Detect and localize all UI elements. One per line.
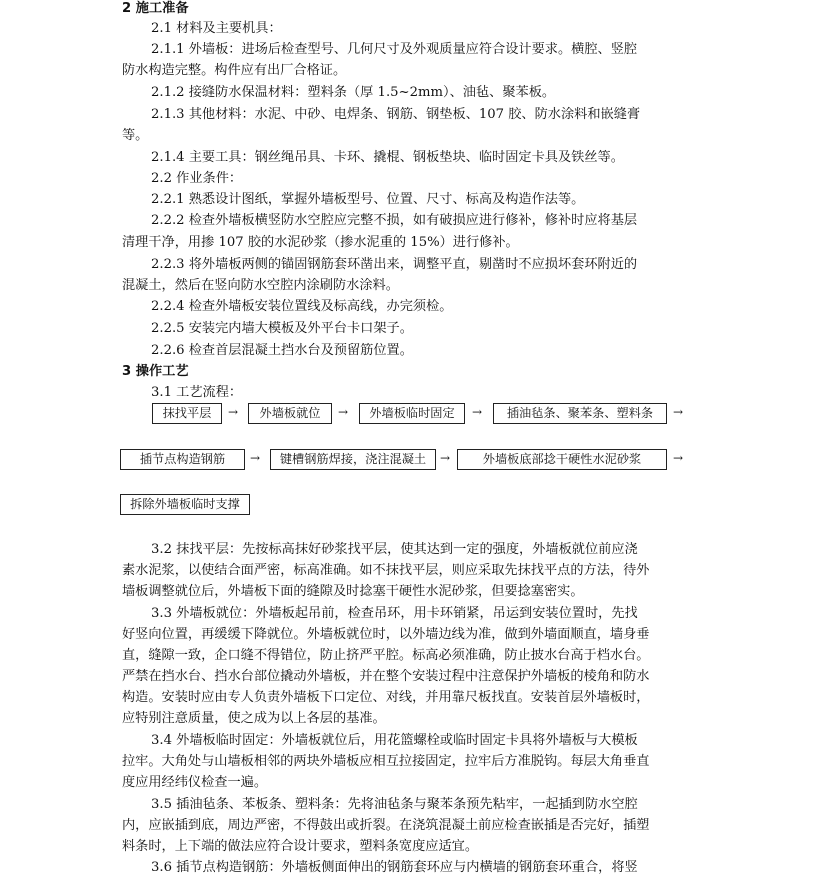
- text-line: 2.2.6 检查首层混凝土挡水台及预留筋位置。: [151, 343, 413, 358]
- text-line: 素水泥浆，以使结合面严密，标高准确。如不抹找平层，则应采取先抹找平点的方法，待外: [122, 563, 650, 578]
- text-line: 3.5 插油毡条、苯板条、塑料条：先将油毡条与聚苯条预先粘牢，一起插到防水空腔: [151, 797, 638, 812]
- text-line: 混凝土，然后在竖向防水空腔内涂刷防水涂料。: [122, 278, 399, 293]
- text-line: 2.2.1 熟悉设计图纸，掌握外墙板型号、位置、尺寸、标高及构造作法等。: [151, 192, 585, 207]
- text-line: 2.2.2 检查外墙板横竖防水空腔应完整不损，如有破损应进行修补，修补时应将基层: [151, 213, 638, 228]
- flow-arrow-icon: →: [673, 405, 684, 419]
- section-heading-3: 3 操作工艺: [122, 364, 189, 379]
- text-line: 2.2.5 安装完内墙大模板及外平台卡口架子。: [151, 321, 413, 336]
- flow-arrow-icon: →: [472, 405, 483, 419]
- text-line: 度应用经纬仪检查一遍。: [122, 775, 268, 790]
- text-line: 3.6 插节点构造钢筋：外墙板侧面伸出的钢筋套环应与内横墙的钢筋套环重合，将竖: [151, 860, 638, 875]
- text-line: 好竖向位置，再缓缓下降就位。外墙板就位时，以外墙边线为准，做到外墙面顺直，墙身垂: [122, 627, 650, 642]
- text-line: 3.4 外墙板临时固定：外墙板就位后，用花篮螺栓或临时固定卡具将外墙板与大模板: [151, 733, 638, 748]
- flow-arrow-icon: →: [250, 451, 261, 465]
- text-line: 拉牢。大角处与山墙板相邻的两块外墙板应相互拉接固定，拉牢后方准脱钩。每层大角垂直: [122, 754, 650, 769]
- text-line: 严禁在挡水台、挡水台部位撬动外墙板，并在整个安装过程中注意保护外墙板的棱角和防水: [122, 669, 650, 684]
- section-heading-2: 2 施工准备: [122, 1, 189, 16]
- flow-title: 3.1 工艺流程：: [151, 385, 243, 400]
- text-line: 内，应嵌插到底，周边严密，不得鼓出或折裂。在浇筑混凝土前应检查嵌插是否完好，插塑: [122, 818, 650, 833]
- text-line: 2.1.4 主要工具：钢丝绳吊具、卡环、撬棍、钢板垫块、临时固定卡具及铁丝等。: [151, 150, 624, 165]
- flow-step-2: 外墙板就位: [248, 403, 332, 424]
- text-line: 墙板调整就位后，外墙板下面的缝隙及时捻塞干硬性水泥砂浆，但要捻塞密实。: [122, 584, 584, 599]
- flow-step-3: 外墙板临时固定: [359, 403, 465, 424]
- flow-arrow-icon: →: [440, 451, 451, 465]
- text-line: 3.2 抹找平层：先按标高抹好砂浆找平层，使其达到一定的强度，外墙板就位前应浇: [151, 542, 638, 557]
- flow-arrow-icon: →: [338, 405, 349, 419]
- flow-step-1: 抹找平层: [152, 403, 222, 424]
- flow-arrow-icon: →: [228, 405, 239, 419]
- text-line: 料条时，上下端的做法应符合设计要求，塑料条宽度应适宜。: [122, 839, 479, 854]
- text-line: 3.3 外墙板就位：外墙板起吊前，检查吊环，用卡环销紧，吊运到安装位置时，先找: [151, 606, 638, 621]
- text-line: 清理干净，用掺 107 胶的水泥砂浆（掺水泥重的 15%）进行修补。: [122, 235, 519, 250]
- text-line: 应特别注意质量，使之成为以上各层的基准。: [122, 711, 386, 726]
- flow-step-4: 插油毡条、聚苯条、塑料条: [493, 403, 667, 424]
- text-line: 2.1.3 其他材料：水泥、中砂、电焊条、钢筋、钢垫板、107 胶、防水涂料和嵌缝膏: [151, 107, 641, 122]
- text-line: 2.1.1 外墙板：进场后检查型号、几何尺寸及外观质量应符合设计要求。横腔、竖腔: [151, 42, 638, 57]
- text-line: 等。: [122, 128, 149, 143]
- text-line: 2.1.2 接缝防水保温材料：塑料条（厚 1.5~2mm）、油毡、聚苯板。: [151, 85, 556, 100]
- text-line: 防水构造完整。构件应有出厂合格证。: [122, 63, 347, 78]
- flow-step-6: 键槽钢筋焊接，浇注混凝土: [270, 449, 436, 470]
- text-line: 构造。安装时应由专人负责外墙板下口定位、对线，并用靠尺板找直。安装首层外墙板时，: [122, 690, 650, 705]
- text-line: 2.2.4 检查外墙板安装位置线及标高线，办完须检。: [151, 299, 453, 314]
- flow-step-5: 插节点构造钢筋: [120, 449, 245, 470]
- text-line: 2.1 材料及主要机具：: [151, 21, 282, 36]
- flow-arrow-icon: →: [673, 451, 684, 465]
- text-line: 直，缝隙一致，企口缝不得错位，防止挤严平腔。标高必须准确，防止披水台高于档水台。: [122, 648, 650, 663]
- flow-step-7: 外墙板底部捻干硬性水泥砂浆: [457, 449, 667, 470]
- text-line: 2.2 作业条件：: [151, 171, 243, 186]
- flow-step-8: 拆除外墙板临时支撑: [120, 494, 250, 515]
- text-line: 2.2.3 将外墙板两侧的锚固钢筋套环凿出来，调整平直，剔凿时不应损坏套环附近的: [151, 257, 638, 272]
